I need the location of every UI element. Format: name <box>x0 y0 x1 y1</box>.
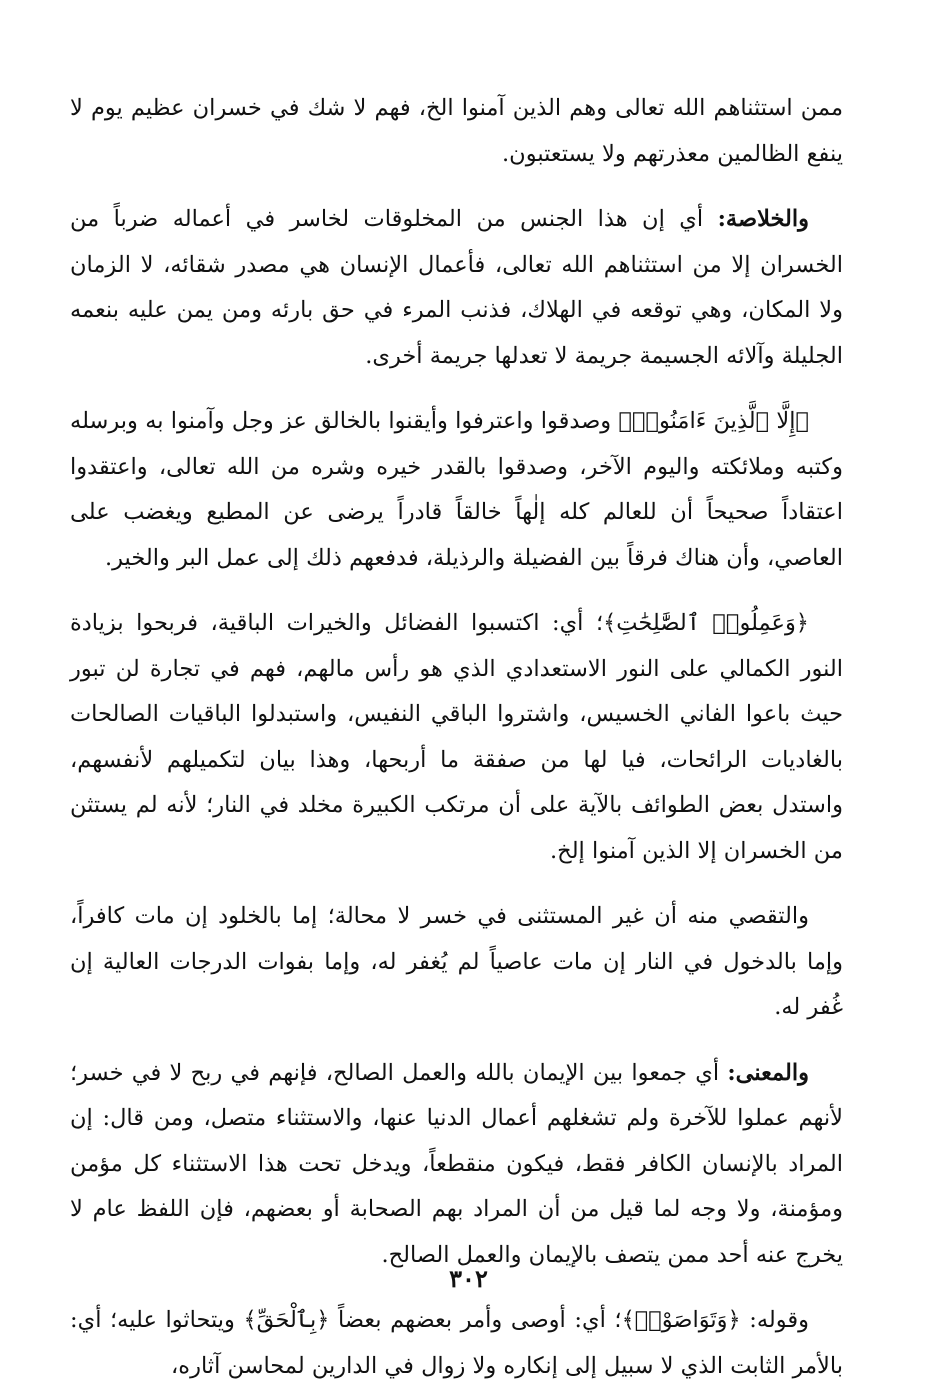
paragraph-text-mid: ؛ أي: أوصى وأمر بعضهم بعضاً <box>329 1307 622 1333</box>
paragraph-continuation <box>70 86 843 177</box>
paragraph-verse-commentary <box>70 1298 843 1389</box>
paragraph-lead-heading: والخلاصة: <box>717 206 809 232</box>
paragraph-text: ؛ أي: اكتسبوا الفضائل والخيرات الباقية، فربحوا بزيادة النور الكمالي على النور الاستعدادي الذي هو رأس مالهم، فهم في تجارة لن تبور حيث باعوا الفاني الخسيس، واشتروا الباقي النفيس، واستبدلوا الباقيات الصالحات بالغاديات الرائحات، فيا لها من صفقة ما أربحها، وهذا بيان لتكميلهم لأنفسهم، واستدل بعض الطوائف بالآية على أن مرتكب الكبيرة مخلد في النار؛ لأنه لم يستثن من الخسران إلا الذين آمنوا إلخ. <box>70 610 843 864</box>
paragraph-text: وصدقوا واعترفوا وأيقنوا بالخالق عز وجل وآمنوا به وبرسله وكتبه وملائكته واليوم الآخر، وصدقوا بالقدر خيره وشره من الله تعالى، واعتقدوا اعتقاداً صحيحاً أن للعالم كله إلٰهاً خالقاً قادراً يرضى عن المطيع ويغضب على العاصي، وأن هناك فرقاً بين الفضيلة والرذيلة، فدفعهم ذلك إلى عمل البر والخير. <box>70 408 843 571</box>
paragraph-summary <box>70 197 843 379</box>
quran-quote: ﴿بِٱلْحَقِّ﴾ <box>243 1307 330 1333</box>
quran-quote: ﴿وَتَوَاصَوْا۟﴾ <box>621 1307 741 1333</box>
paragraph-lead-heading: والمعنى: <box>727 1059 809 1086</box>
paragraph-body <box>70 894 843 1031</box>
paragraph-verse-commentary <box>70 399 843 581</box>
paragraph-verse-commentary <box>70 601 843 874</box>
page-number: ٣٠٢ <box>449 1264 488 1293</box>
quran-quote: ﴿إِلَّا ٱلَّذِينَ ءَامَنُوا۟﴾ <box>618 408 809 434</box>
paragraph-text-pre: وقوله: <box>740 1307 809 1333</box>
paragraph-text: ممن استثناهم الله تعالى وهم الذين آمنوا الخ، فهم لا شك في خسران عظيم يوم لا ينفع الظالمين معذرتهم ولا يستعتبون. <box>70 95 843 167</box>
paragraph-text: أي إن هذا الجنس من المخلوقات لخاسر في أعماله ضرباً من الخسران إلا من استثناهم الله تعالى، فأعمال الإنسان هي مصدر شقائه، لا الزمان ولا المكان، وهي توقعه في الهلاك، فذنب المرء في حق بارئه ومن يمن عليه بنعمه الجليلة وآلائه الجسيمة جريمة لا تعدلها جريمة أخرى. <box>70 206 843 369</box>
paragraph-text: والتقصي منه أن غير المستثنى في خسر لا محالة؛ إما بالخلود إن مات كافراً، وإما بالدخول في النار إن مات عاصياً لم يُغفر له، وإما بفوات الدرجات العالية إن غُفر له. <box>70 903 843 1020</box>
paragraph-meaning <box>70 1051 843 1279</box>
paragraph-text: أي جمعوا بين الإيمان بالله والعمل الصالح، فإنهم في ربح لا في خسر؛ لأنهم عملوا للآخرة ولم تشغلهم أعمال الدنيا عنها، والاستثناء متصل، ومن قال: إن المراد بالإنسان الكافر فقط، فيكون منقطعاً، ويدخل تحت هذا الاستثناء كل مؤمن ومؤمنة، ولا وجه لما قيل من أن المراد بهم الصحابة أو بعضهم، فإن اللفظ عام لا يخرج عنه أحد ممن يتصف بالإيمان والعمل الصالح. <box>70 1059 843 1268</box>
page-body <box>70 86 843 1389</box>
quran-quote: ﴿وَعَمِلُوا۟ ٱلصَّٰلِحَٰتِ﴾ <box>603 610 809 636</box>
paragraph-text: ويتحاثوا عليه؛ أي: بالأمر الثابت الذي لا سبيل إلى إنكاره ولا زوال في الدارين لمحاسن آثاره، <box>70 1307 843 1379</box>
